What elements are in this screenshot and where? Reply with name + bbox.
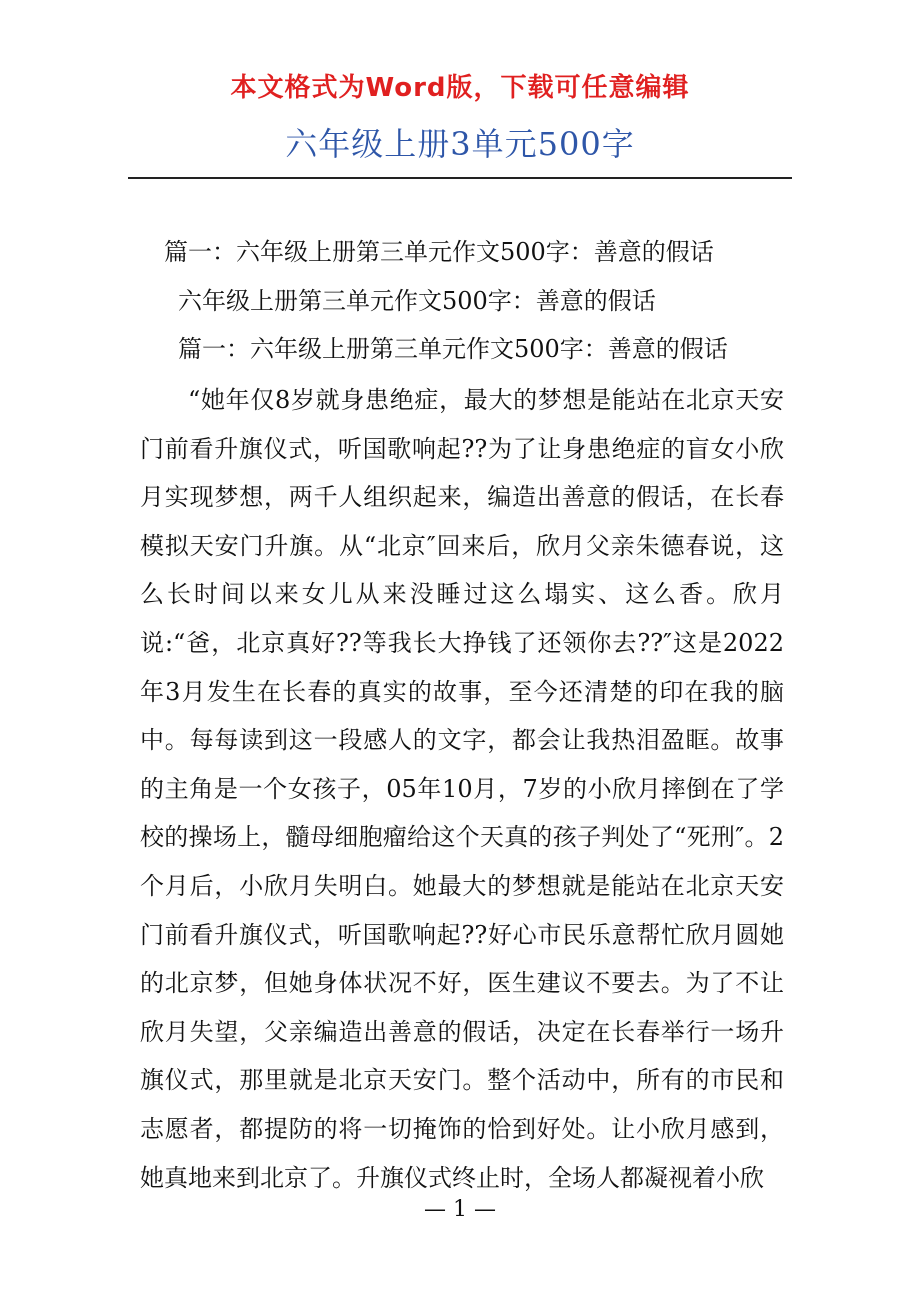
section-heading-1: 篇一：六年级上册第三单元作文500字：善意的假话 (164, 238, 714, 266)
format-notice: 本文格式为Word版，下载可任意编辑 (230, 73, 690, 103)
document-title: 六年级上册3单元500字 (285, 125, 635, 163)
title-divider (128, 177, 792, 179)
section-heading-3: 篇一：六年级上册第三单元作文500字：善意的假话 (178, 335, 728, 363)
section-heading-2: 六年级上册第三单元作文500字：善意的假话 (178, 287, 656, 315)
essay-paragraph: “她年仅8岁就身患绝症，最大的梦想是能站在北京天安门前看升旗仪式，听国歌响起??为了让身患绝症的盲女小欣月实现梦想，两千人组织起来，编造出善意的假话，在长春模拟天安门升旗。从“北京″回来后，欣月父亲朱德春说，这么长时间以来女儿从来没睡过这么塌实、这么香。欣月说:“爸，北京真好??等我长大挣钱了还领你去??″这是2022年3月发生在长春的真实的故事，至今还清楚的印在我的脑中。每每读到这一段感人的文字，都会让我热泪盈眶。故事的主角是一个女孩子，05年10月，7岁的小欣月摔倒在了学校的操场上，髓母细胞瘤给这个天真的孩子判处了“死刑″。2个月后，小欣月失明白。她最大的梦想就是能站在北京天安门前看升旗仪式，听国歌响起??好心市民乐意帮忙欣月圆她的北京梦，但她身体状况不好，医生建议不要去。为了不让欣月失望，父亲编造出善意的假话，决定在长春举行一场升旗仪式，那里就是北京天安门。整个活动中，所有的市民和志愿者，都提防的将一切掩饰的恰到好处。让小欣月感到，她真地来到北京了。升旗仪式终止时，全场人都凝视着小欣 (140, 386, 784, 1192)
page-number: — 1 — (424, 1197, 496, 1222)
